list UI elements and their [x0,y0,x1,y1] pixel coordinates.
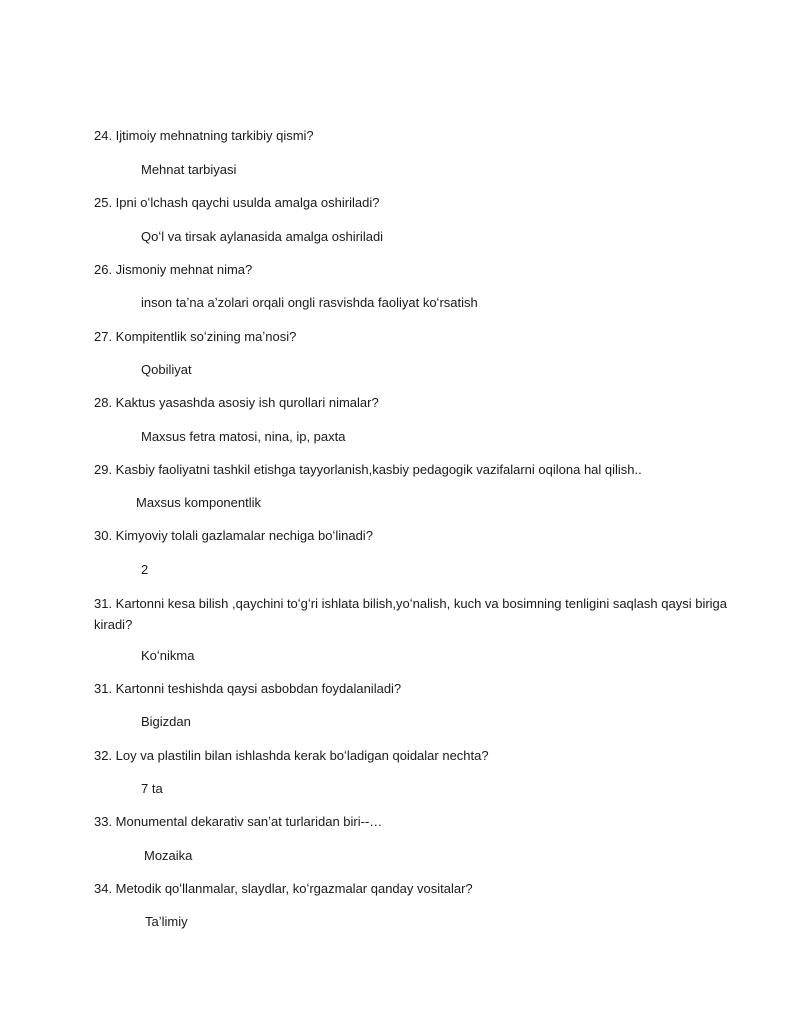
question-31-kartonni-teshish: 31. Kartonni teshishda qaysi asbobdan foydalaniladi? [94,681,402,696]
answer-33: Mozaika [144,848,193,863]
answer-28: Maxsus fetra matosi, nina, ip, paxta [141,429,346,444]
answer-27: Qobiliyat [141,362,192,377]
question-30: 30. Kimyoviy tolali gazlamalar nechiga boʻlinadi? [94,528,373,543]
question-29: 29. Kasbiy faoliyatni tashkil etishga tayyorlanish,kasbiy pedagogik vazifalarni oqilona hal qilish.. [94,462,642,477]
question-24: 24. Ijtimoiy mehnatning tarkibiy qismi? [94,128,314,143]
answer-25: Qoʻl va tirsak aylanasida amalga oshiriladi [141,229,384,244]
question-31-kartonni-kesa: 31. Kartonni kesa bilish ,qaychini toʻgʻri ishlata bilish,yoʻnalish, kuch va bosimning tenligini saqlash qaysi biriga kiradi? [94,596,728,632]
question-26: 26. Jismoniy mehnat nima? [94,262,253,277]
answer-30: 2 [141,562,149,577]
question-27: 27. Kompitentlik soʻzining maʼnosi? [94,329,297,344]
answer-34: Taʼlimiy [145,914,188,929]
answer-32: 7 ta [141,781,163,796]
question-33: 33. Monumental dekarativ sanʼat turlaridan biri--… [94,814,383,829]
answer-31-kartonni-teshish: Bigizdan [141,714,191,729]
answer-24: Mehnat tarbiyasi [141,162,237,177]
answer-26: inson taʼna aʼzolari orqali ongli rasvishda faoliyat koʻrsatish [141,295,478,310]
question-34: 34. Metodik qoʻllanmalar, slaydlar, koʻrgazmalar qanday vositalar? [94,881,473,896]
question-25: 25. Ipni oʻlchash qaychi usulda amalga oshiriladi? [94,195,380,210]
answer-29: Maxsus komponentlik [136,495,261,510]
question-32: 32. Loy va plastilin bilan ishlashda kerak boʻladigan qoidalar nechta? [94,748,489,763]
question-28: 28. Kaktus yasashda asosiy ish qurollari nimalar? [94,395,379,410]
answer-31-kartonni-kesa: Koʻnikma [141,648,195,663]
